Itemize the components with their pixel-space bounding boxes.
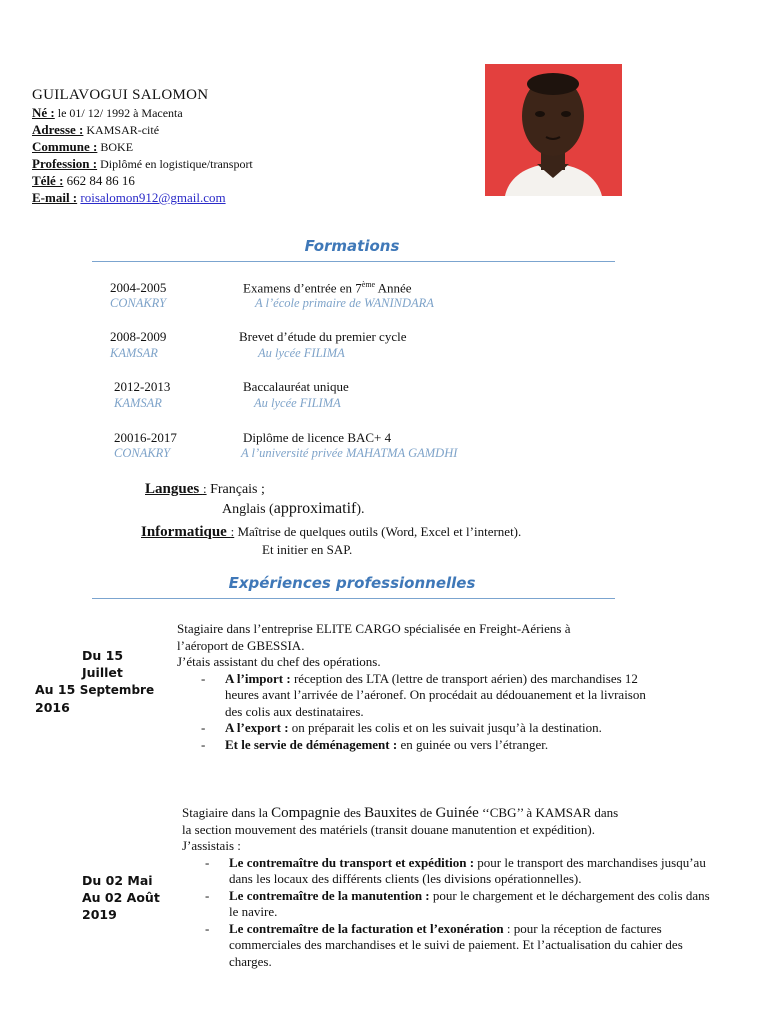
exp-2-task: - Le contremaître du transport et expédition : pour le transport des marchandises jusqu’au dans les locaux des différents clients (les divisions opérationnelles). xyxy=(205,854,706,886)
formation-1-city: CONAKRY xyxy=(110,296,167,310)
candidate-name: GUILAVOGUI SALOMON xyxy=(32,87,209,103)
formation-4-diploma: Diplôme de licence BAC+ 4 xyxy=(243,430,392,445)
phone-label: Télé : xyxy=(32,173,64,188)
formations-title: Formations xyxy=(304,237,400,255)
birth-value: le 01/ 12/ 1992 à Macenta xyxy=(54,106,183,120)
phone-line xyxy=(32,173,135,189)
formation-3-school: Au lycée FILIMA xyxy=(254,396,341,410)
exp-2-task: - Le contremaître de la facturation et l’exonération : pour la réception de factures commerciales des marchandises et le suivi de paiement. Et l’actualisation du cahier des charges. xyxy=(205,920,683,969)
formation-4-school: A l’université privée MAHATMA GAMDHI xyxy=(241,446,458,460)
formations-divider xyxy=(92,261,615,262)
formation-2-city: KAMSAR xyxy=(110,346,158,360)
birth-line xyxy=(32,105,183,121)
address-label: Adresse : xyxy=(32,122,84,137)
formation-3-diploma: Baccalauréat unique xyxy=(243,379,349,394)
formation-1-years: 2004-2005 xyxy=(110,280,167,295)
exp-2-description: Stagiaire dans la Compagnie des Bauxites de Guinée ‘‘CBG’’ à KAMSAR dans la section mouvement des matériels (transit douane manutention et expédition). J’assistais : - Le contremaître du transport et expédition : pour le transport des marchandises jusqu’au dans les locaux des différents clients (les divisions opérationnelles). - Le contremaître de la manutention : pour le chargement et le déchargement des colis dans le navire. - Le contremaître de la facturation et l’exonération : pour la réception de factures commerciales des marchandises et le suivi de paiement. Et l’actualisation du cahier des charges. xyxy=(182,805,722,970)
formation-2-school: Au lycée FILIMA xyxy=(258,346,345,360)
formation-1-diploma: Examens d’entrée en 7ème Année xyxy=(243,280,412,296)
experiences-title: Expériences professionnelles xyxy=(228,574,476,592)
commune-label: Commune : xyxy=(32,139,98,154)
formation-3-years: 2012-2013 xyxy=(114,379,171,394)
profession-line xyxy=(32,156,253,172)
formation-1-school: A l’école primaire de WANINDARA xyxy=(255,296,434,310)
formation-2-years: 2008-2009 xyxy=(110,329,167,344)
commune-value: BOKE xyxy=(97,140,134,154)
experiences-divider xyxy=(92,598,615,599)
profile-photo xyxy=(485,64,622,196)
exp-2-dates: Du 02 Mai Au 02 Août 2019 xyxy=(82,873,160,922)
formation-4-years: 20016-2017 xyxy=(114,430,177,445)
informatique-label: Informatique xyxy=(141,524,231,540)
langues-value-1: Français ; xyxy=(206,482,265,497)
langues-label: Langues xyxy=(145,481,203,497)
birth-label: Né : xyxy=(32,105,55,120)
email-label: E-mail : xyxy=(32,190,78,205)
informatique-line: Informatique : Maîtrise de quelques outils (Word, Excel et l’internet). xyxy=(141,524,522,540)
email-link[interactable]: roisalomon912@gmail.com xyxy=(80,190,226,205)
exp-1-dates: Du 15 Juillet Au 15 Septembre 2016 xyxy=(35,648,155,715)
profession-label: Profession : xyxy=(32,156,98,171)
formation-3-city: KAMSAR xyxy=(114,396,162,410)
langues-line-2: Anglais (approximatif). xyxy=(222,500,365,517)
phone-value: 662 84 86 16 xyxy=(63,173,135,188)
exp-1-task: - A l’export : on préparait les colis et on les suivait jusqu’à la destination. xyxy=(201,720,602,735)
exp-2-tasks xyxy=(205,855,721,971)
exp-2-task: - Le contremaître de la manutention : pour le chargement et le déchargement des colis dans le navire. xyxy=(205,887,710,919)
formation-4-city: CONAKRY xyxy=(114,446,171,460)
exp-1-task: - A l’import : réception des LTA (lettre de transport aérien) des marchandises 12 heures avant l’arrivée de l’aéronef. On procédait au dédouanement et la livraison des colis aux destinataires. xyxy=(201,670,646,719)
informatique-value-1: Maîtrise de quelques outils (Word, Excel et l’internet). xyxy=(234,524,522,539)
profession-value: Diplômé en logistique/transport xyxy=(97,157,253,171)
exp-1-task: - Et le servie de déménagement : en guinée ou vers l’étranger. xyxy=(201,736,549,752)
informatique-value-2: Et initier en SAP. xyxy=(262,542,353,557)
commune-line xyxy=(32,139,133,155)
langues-line: Langues : Français ; xyxy=(145,481,265,497)
exp-1-tasks xyxy=(201,671,657,754)
portrait-illustration xyxy=(485,64,622,196)
exp-1-description: Stagiaire dans l’entreprise ELITE CARGO spécialisée en Freight-Aériens à l’aéroport de GBESSIA. J’étais assistant du chef des opérations. - A l’import : réception des LTA (lettre de transport aérien) des marchandises 12 heures avant l’arrivée de l’aéronef. On procédait au dédouanement et la livraison des colis aux destinataires. - A l’export : on préparait les colis et on les suivait jusqu’à la destination. - Et le servie de déménagement : en guinée ou vers l’étranger. xyxy=(177,621,677,753)
formation-2-diploma: Brevet d’étude du premier cycle xyxy=(239,329,407,344)
address-value: KAMSAR-cité xyxy=(83,123,160,137)
address-line xyxy=(32,122,159,138)
email-line xyxy=(32,190,226,206)
